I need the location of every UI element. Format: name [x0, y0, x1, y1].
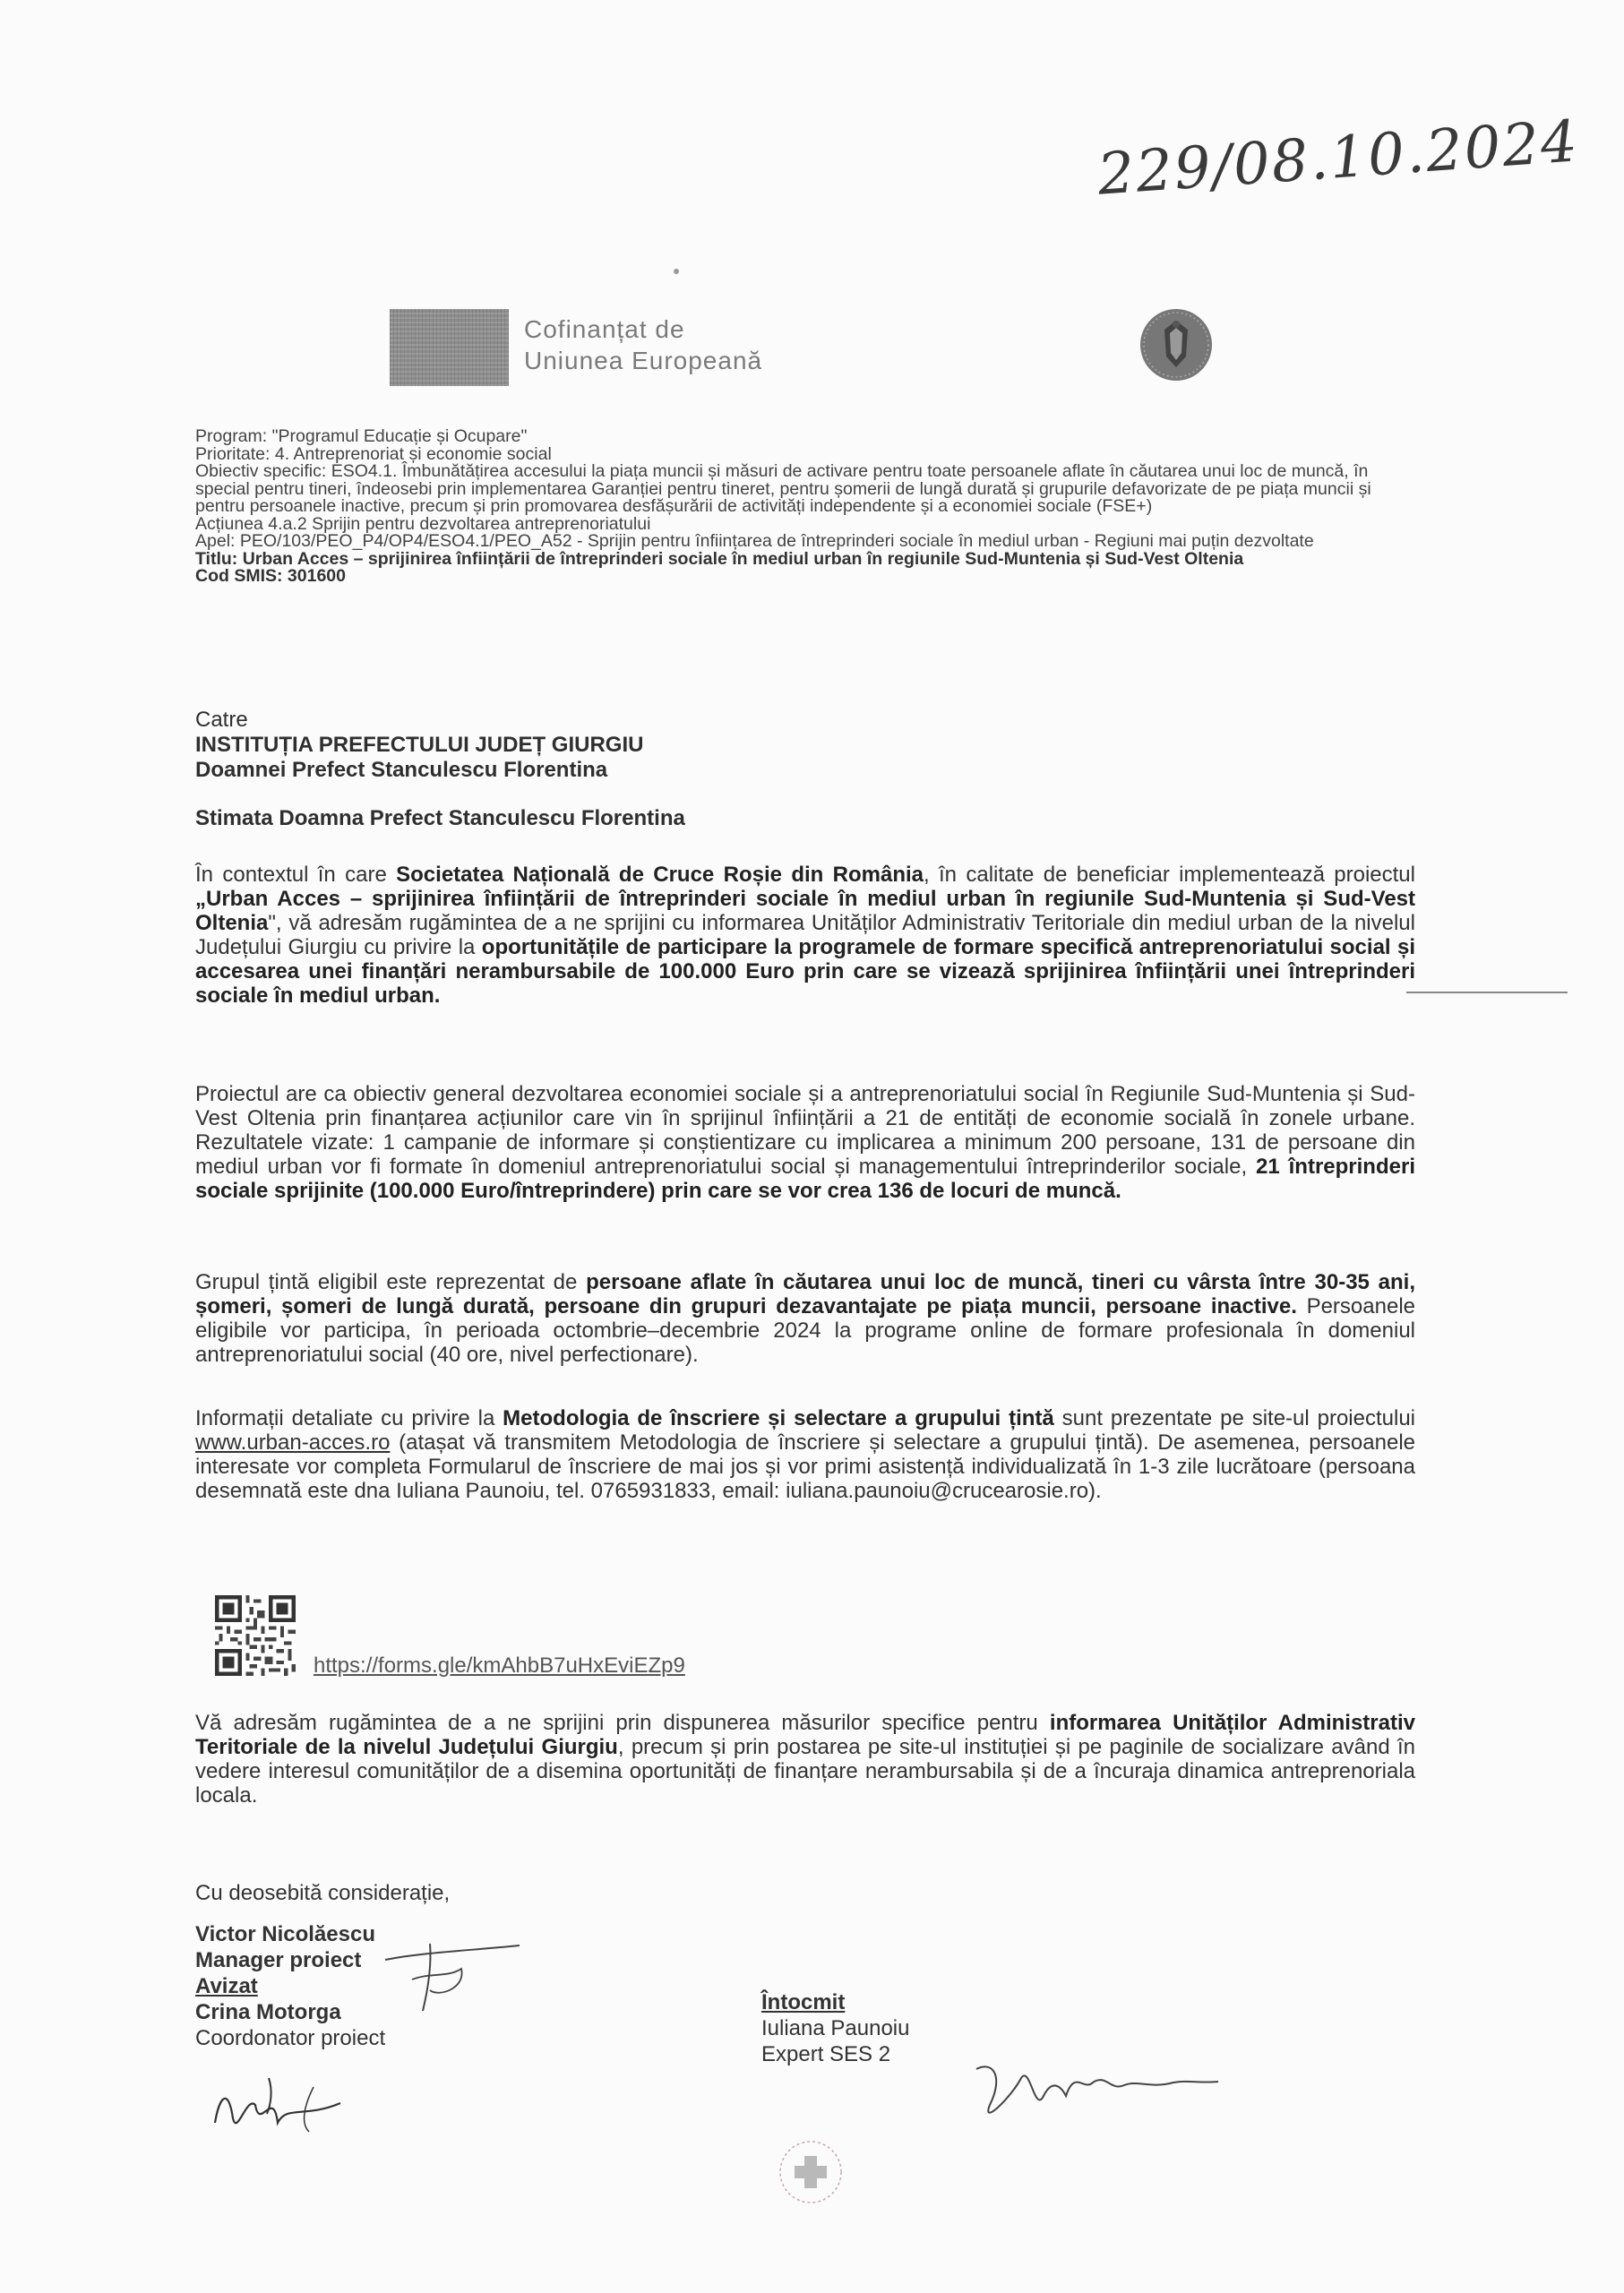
p5-text: Vă adresăm rugămintea de a ne sprijini prin dispunerea măsurilor specifice pentru: [195, 1711, 1050, 1735]
eu-line-1: Cofinanțat de: [524, 315, 685, 343]
p1-text: În contextul în care: [195, 863, 397, 887]
p4-text: sunt prezentate pe site-ul proiectului: [1053, 1406, 1415, 1430]
paragraph-methodology: [195, 1406, 1415, 1503]
eu-flag-logo: [390, 309, 509, 386]
pen-stroke: [1406, 992, 1568, 993]
paragraph-request: [195, 1711, 1415, 1808]
project-website-link[interactable]: www.urban-acces.ro: [195, 1430, 391, 1455]
funding-opportunity: oportunitățile de participare la programele de formare specifică antreprenoriatului social și accesarea unei finanțări nerambursabile de 100.000 Euro prin care se vizează sprijinirea înființării unei întreprinderi sociale în mediul urban.: [195, 935, 1415, 1008]
closing-line: Cu deosebită considerație,: [195, 1881, 451, 1905]
call-line: Apel: PEO/103/PEO_P4/OP4/ESO4.1/PEO_A52 - Sprijin pentru înființarea de întreprinderi sociale în mediul urban - Regiuni mai puțin dezvoltate: [195, 531, 1314, 551]
p2-text: Proiectul are ca obiectiv general dezvoltarea economiei sociale și a antreprenoriatului social în Regiunile Sud-Muntenia și Sud-Vest Oltenia prin finanțarea acțiunilor care vin în sprijinul înființării a 21 de entități de economie socială în zonele urbane. Rezultatele vizate: 1 campanie de informare și conștientizare cu implicarea a minimum 200 persoane, 131 de persoane din mediul urban vor fi formate în domeniul antreprenoriatului social și managementului întreprinderilor sociale,: [195, 1082, 1415, 1179]
p1-text: , în calitate de beneficiar implementează proiectul: [924, 863, 1415, 887]
priority-line: Prioritate: 4. Antreprenoriat și economie social: [195, 443, 552, 464]
addressee-block: [195, 708, 643, 783]
p3-text: Persoanele eligibile vor participa, în perioada octombrie–decembrie 2024 la programe online de formare profesionala în domeniul antreprenoriatului social (40 ore, nivel perfectionare).: [195, 1294, 1415, 1367]
red-cross-stamp-icon: [775, 2136, 846, 2208]
program-line: Program: "Programul Educație și Ocupare": [195, 426, 528, 446]
manager-signature: [376, 1935, 528, 2015]
approved-label: Avizat: [195, 1974, 258, 1998]
methodology-highlight: Metodologia de înscriere și selectare a grupului țintă: [503, 1406, 1054, 1430]
addressee-person: Doamnei Prefect Stanculescu Florentina: [195, 758, 608, 782]
request-highlight: informarea Unităților Administrativ Teritoriale de la nivelul Județului Giurgiu: [195, 1711, 1415, 1759]
p5-text: , precum și prin postarea pe site-ul instituției și pe paginile de socializare având în vedere interesul comunităților de a disemina oportunități de finanțare nerambursabila și de a încuraja dinamica antreprenoriala locala.: [195, 1735, 1415, 1808]
coordinator-name: Crina Motorga: [195, 2000, 341, 2024]
p4-text: Informații detaliate cu privire la: [195, 1406, 503, 1430]
p3-text: Grupul țintă eligibil este reprezentat de: [195, 1270, 587, 1294]
coordinator-signature: [206, 2069, 358, 2150]
paragraph-objective: [195, 1082, 1415, 1203]
expert-name: Iuliana Paunoiu: [761, 2016, 910, 2040]
prepared-label: Întocmit: [761, 1990, 846, 2014]
expert-role: Expert SES 2: [761, 2042, 891, 2066]
registration-form-link[interactable]: https://forms.gle/kmAhbB7uHxEviEZp9: [314, 1653, 685, 1678]
results-highlight: 21 întreprinderi sociale sprijinite (100.000 Euro/întreprindere) prin care se vor crea 136 de locuri de muncă.: [195, 1155, 1415, 1203]
manager-role: Manager proiect: [195, 1948, 362, 1972]
project-name: „Urban Acces – sprijinirea înființării de întreprinderi sociale în mediul urban în regiunile Sud-Muntenia și Sud-Vest Oltenia: [195, 887, 1415, 935]
project-info: [195, 428, 1413, 586]
organization-name: Societatea Națională de Cruce Roșie din România: [396, 863, 924, 887]
target-group-highlight: persoane aflate în căutarea unui loc de muncă, tineri cu vârsta între 30-35 ani, șomeri, șomeri de lungă durată, persoane din grupuri dezavantajate pe piața muncii, persoane inactive.: [195, 1270, 1415, 1318]
paragraph-target-group: [195, 1270, 1415, 1367]
p4-text: (atașat vă transmitem Metodologia de înscriere și selectare a grupului țintă). De asemenea, persoanele interesate vor completa Formularul de înscriere de mai jos și vor primi asistență individualizată în 1-3 zile lucrătoare (persoana desemnată este dna Iuliana Paunoiu, tel. 0765931833, email: iuliana.paunoiu@crucearosie.ro).: [195, 1430, 1415, 1503]
title-line: Titlu: Urban Acces – sprijinirea înființării de întreprinderi sociale în mediul urban în regiunile Sud-Muntenia și Sud-Vest Oltenia: [195, 548, 1244, 569]
signatory-right: [761, 1989, 909, 2067]
coordinator-role: Coordonator proiect: [195, 2026, 386, 2050]
smis-code: Cod SMIS: 301600: [195, 566, 346, 586]
paragraph-context: [195, 863, 1415, 1008]
action-line: Acțiunea 4.a.2 Sprijin pentru dezvoltarea antreprenoriatului: [195, 513, 651, 534]
manager-name: Victor Nicolăescu: [195, 1922, 375, 1946]
signatory-left: [195, 1921, 385, 2051]
eu-cofinancing-text: [524, 313, 762, 376]
eu-line-2: Uniunea Europeană: [524, 347, 763, 374]
qr-code-icon: [215, 1595, 296, 1676]
p1-text: ", vă adresăm rugămintea de a ne sprijini cu informarea Unităților Administrativ Teritoriale din mediul urban de la nivelul Județului Giurgiu cu privire la: [195, 911, 1415, 959]
institution-name: INSTITUȚIA PREFECTULUI JUDEȚ GIURGIU: [195, 733, 644, 757]
objective-line: Obiectiv specific: ESO4.1. Îmbunătățirea accesului la piața muncii și măsuri de activare pentru toate persoanele aflate în căutarea unui loc de muncă, în special pentru tineri, îndeosebi prin implementarea Garanției pentru tineret, pentru șomerii de lungă durată și grupurile defavorizate de pe piața muncii și pentru persoanele inactive, precum și prin promovarea desfășurării de activități independente și a economiei sociale (FSE+): [195, 461, 1371, 516]
expert-signature: [958, 2042, 1227, 2141]
greeting: Stimata Doamna Prefect Stanculescu Florentina: [195, 806, 685, 830]
registration-number: 229/08.10.2024: [1096, 108, 1582, 209]
romanian-government-crest-icon: [1136, 305, 1216, 385]
to-label: Catre: [195, 708, 248, 732]
scan-speck: [674, 269, 679, 274]
